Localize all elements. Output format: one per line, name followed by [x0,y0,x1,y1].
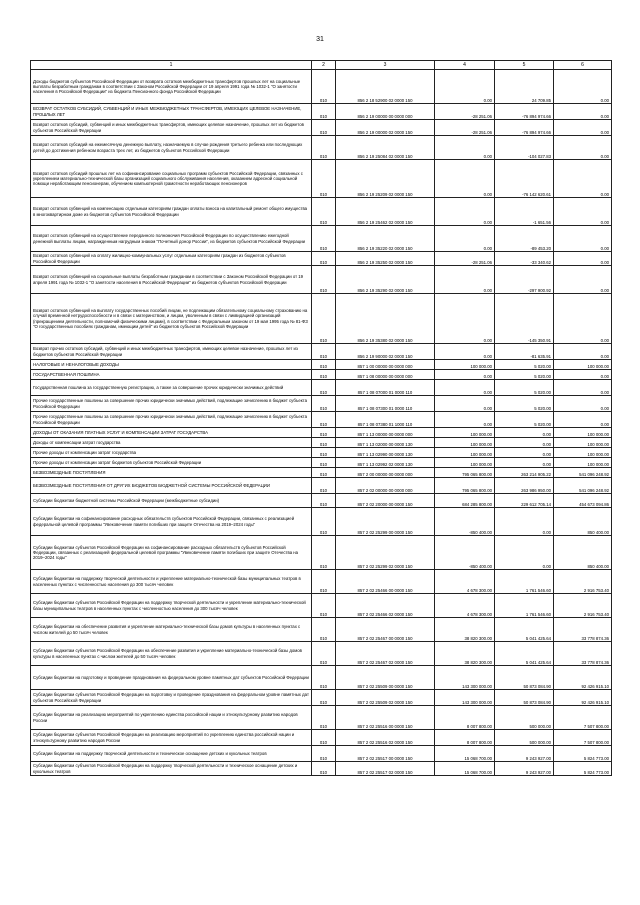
row-value-col6: 454 673 094.86 [554,494,612,508]
row-description: НАЛОГОВЫЕ И НЕНАЛОГОВЫЕ ДОХОДЫ [31,360,312,370]
row-value-col4: 0.00 [435,294,495,344]
row-value-col6: 100 000.00 [554,448,612,458]
row-budget-code: 857 1 13 00000 00 0000 000 [336,428,435,438]
row-line-code: 010 [312,536,336,570]
table-row [31,618,612,642]
row-description: Доходы бюджетов субъектов Российской Федерации от возврата остатков межбюджетных трансфертов прошлых лет на социальные выплаты безработным гражданам в соответствии с Законом Российской Федерации от 19 апреля 1991 года № 1032-1 "О занятости населения в Российской Федерации" из бюджета Пенсионного фонда Российской Федерации [31,70,312,104]
table-header-row [31,61,612,70]
row-budget-code: 857 1 13 02000 00 0000 130 [336,438,435,448]
row-line-code: 010 [312,344,336,360]
table-row [31,508,612,536]
row-budget-code: 857 2 00 00000 00 0000 000 [336,468,435,478]
row-budget-code: 857 1 08 07300 01 0000 110 [336,396,435,412]
row-line-code: 010 [312,412,336,428]
row-line-code: 010 [312,594,336,618]
row-budget-code: 857 2 02 25299 00 0000 150 [336,508,435,536]
row-value-col4: 0.00 [435,344,495,360]
table-row [31,730,612,746]
row-value-col6: 2 916 753.40 [554,570,612,594]
table-row [31,360,612,370]
row-value-col6: 2 916 753.40 [554,594,612,618]
row-value-col6: 92 426 915.10 [554,666,612,690]
table-row [31,198,612,226]
row-value-col4: -850 400.00 [435,536,495,570]
row-description: Субсидии бюджетам на софинансирование расходных обязательств субъектов Российской Федерации, связанных с реализацией федеральной целевой программы "Увековечение памяти погибших при защите Отечества на 2019–2024 годы" [31,508,312,536]
row-line-code: 010 [312,70,336,104]
table-row [31,412,612,428]
row-line-code: 010 [312,706,336,730]
row-value-col4: -28 251.06 [435,252,495,266]
row-description: Возврат остатков субвенций на компенсацию отдельным категориям граждан оплаты взноса на капитальный ремонт общего имущества в многоквартирном доме из бюджетов субъектов Российской Федерации [31,198,312,226]
row-line-code: 010 [312,762,336,776]
row-value-col6: 5 824 773.00 [554,762,612,776]
row-value-col6: 850 400.00 [554,508,612,536]
row-value-col5: 0.00 [495,458,554,468]
row-description: Возврат остатков субсидий прошлых лет на софинансирование социальных программ субъектов Российской Федерации, связанных с укреплением материально-технической базы организаций социального обслуживания населения, оказанием адресной социальной помощи неработающим пенсионерам, обучением компьютерной грамотности неработающих пенсионеров [31,160,312,198]
row-budget-code: 857 2 02 25466 00 0000 150 [336,570,435,594]
row-value-col6: 0.00 [554,226,612,252]
row-line-code: 010 [312,690,336,706]
row-value-col5: 263 986 950.00 [495,478,554,494]
row-budget-code: 856 2 19 35290 02 0000 150 [336,266,435,294]
row-value-col4: 0.00 [435,136,495,160]
row-description: Возврат остатков субсидий на ежемесячную денежную выплату, назначаемую в случае рождения третьего ребенка или последующих детей до достижения ребенком возраста трех лет, из бюджетов субъектов Российской Федерации [31,136,312,160]
row-value-col4: 100 000.00 [435,428,495,438]
table-row [31,294,612,344]
row-line-code: 010 [312,570,336,594]
row-value-col5: -81 635.91 [495,344,554,360]
row-budget-code: 857 2 02 25509 02 0000 150 [336,690,435,706]
table-row [31,594,612,618]
row-budget-code: 857 2 02 25299 02 0000 150 [336,536,435,570]
table-row [31,570,612,594]
table-row [31,120,612,136]
row-description: Субсидии бюджетам на реализацию мероприятий по укреплению единства российской нации и этнокультурному развитию народов России [31,706,312,730]
row-value-col6: 850 400.00 [554,536,612,570]
row-description: Возврат прочих остатков субсидий, субвенций и иных межбюджетных трансфертов, имеющих целевое назначение, прошлых лет из бюджетов субъектов Российской Федерации [31,344,312,360]
table-row [31,448,612,458]
row-value-col6: 100 000.00 [554,438,612,448]
table-row [31,344,612,360]
row-value-col6: 0.00 [554,380,612,396]
row-value-col4: 15 068 700.00 [435,762,495,776]
row-value-col4: 0.00 [435,160,495,198]
row-value-col4: 795 065 800.00 [435,478,495,494]
row-budget-code: 856 2 19 25462 02 0000 150 [336,198,435,226]
row-budget-code: 857 2 02 25517 00 0000 150 [336,746,435,762]
row-value-col6: 0.00 [554,294,612,344]
row-description: Прочие доходы от компенсации затрат бюджетов субъектов Российской Федерации [31,458,312,468]
table-row [31,396,612,412]
row-value-col5: 500 000.00 [495,706,554,730]
row-value-col4: 8 007 800.00 [435,730,495,746]
row-value-col5: 9 243 927.00 [495,762,554,776]
row-value-col4: 0.00 [435,70,495,104]
row-description: Государственная пошлина за государственную регистрацию, а также за совершение прочих юридически значимых действий [31,380,312,396]
row-value-col4: 0.00 [435,396,495,412]
row-value-col4: 100 000.00 [435,438,495,448]
row-value-col4: 0.00 [435,198,495,226]
row-value-col5: 0.00 [495,508,554,536]
row-value-col5: 5 041 425.64 [495,642,554,666]
row-value-col6: 0.00 [554,344,612,360]
row-budget-code: 857 2 02 25467 00 0000 150 [336,618,435,642]
row-line-code: 010 [312,448,336,458]
row-budget-code: 857 2 02 25516 02 0000 150 [336,730,435,746]
table-row [31,252,612,266]
row-description: ДОХОДЫ ОТ ОКАЗАНИЯ ПЛАТНЫХ УСЛУГ И КОМПЕНСАЦИИ ЗАТРАТ ГОСУДАРСТВА [31,428,312,438]
row-value-col4: 100 000.00 [435,360,495,370]
row-description: Возврат остатков субвенций на осуществление переданного полномочия Российской Федерации по осуществлению ежегодной денежной выплаты лицам, награжденным нагрудным знаком "Почетный донор России", из бюджетов субъектов Российской Федерации [31,226,312,252]
table-row [31,468,612,478]
row-line-code: 010 [312,136,336,160]
row-line-code: 010 [312,468,336,478]
row-line-code: 010 [312,294,336,344]
row-value-col5: 0.00 [495,428,554,438]
row-value-col5: 5 020.00 [495,396,554,412]
row-value-col6: 0.00 [554,104,612,120]
row-description: Субсидии бюджетам субъектов Российской Федерации на софинансирование расходных обязательств субъектов Российской Федерации, связанных с реализацией федеральной целевой программы "Увековечение памяти погибших при защите Отечества на 2019–2024 годы" [31,536,312,570]
table-row [31,438,612,448]
row-budget-code: 857 2 02 20000 00 0000 150 [336,494,435,508]
row-budget-code: 857 2 02 25516 00 0000 150 [336,706,435,730]
header-cell: 6 [554,61,612,70]
table-row [31,690,612,706]
row-value-col5: -76 894 974.66 [495,120,554,136]
row-value-col6: 100 000.00 [554,360,612,370]
row-value-col5: 5 020.00 [495,360,554,370]
row-description: ГОСУДАРСТВЕННАЯ ПОШЛИНА [31,370,312,380]
row-value-col5: -297 900.92 [495,266,554,294]
row-value-col6: 92 426 915.10 [554,690,612,706]
row-line-code: 010 [312,428,336,438]
row-value-col6: 0.00 [554,120,612,136]
row-value-col4: 143 300 000.00 [435,666,495,690]
row-value-col6: 7 507 800.00 [554,706,612,730]
row-value-col4: 100 000.00 [435,448,495,458]
row-value-col5: 50 873 084.90 [495,690,554,706]
row-description: Прочие доходы от компенсации затрат государства [31,448,312,458]
row-budget-code: 857 2 02 25509 00 0000 150 [336,666,435,690]
row-budget-code: 856 2 19 00000 02 0000 150 [336,120,435,136]
row-value-col4: 15 068 700.00 [435,746,495,762]
table-row [31,536,612,570]
row-line-code: 010 [312,666,336,690]
row-value-col6: 5 824 773.00 [554,746,612,762]
row-description: Субсидии бюджетам субъектов Российской Федерации на обеспечение развития и укрепление материально-технической базы домов культуры в населенных пунктах с числом жителей до 50 тысяч человек [31,642,312,666]
row-value-col6: 33 778 874.36 [554,618,612,642]
table-row [31,458,612,468]
row-line-code: 010 [312,252,336,266]
row-value-col4: 38 820 300.00 [435,618,495,642]
header-cell: 4 [435,61,495,70]
row-value-col4: 143 300 000.00 [435,690,495,706]
row-value-col4: -28 251.06 [435,120,495,136]
row-value-col5: 229 612 705.14 [495,494,554,508]
row-value-col6: 7 507 800.00 [554,730,612,746]
table-row [31,494,612,508]
row-description: Возврат остатков субсидий, субвенций и иных межбюджетных трансфертов, имеющих целевое назначение, прошлых лет из бюджетов субъектов Российской Федерации [31,120,312,136]
row-value-col4: 0.00 [435,380,495,396]
row-value-col5: -76 142 620.61 [495,160,554,198]
row-value-col5: 0.00 [495,448,554,458]
table-row [31,370,612,380]
row-value-col4: -28 251.06 [435,104,495,120]
row-value-col4: 8 007 800.00 [435,706,495,730]
row-line-code: 010 [312,730,336,746]
row-budget-code: 857 2 02 25467 02 0000 150 [336,642,435,666]
row-description: Возврат остатков субвенций на оплату жилищно-коммунальных услуг отдельным категориям граждан из бюджетов субъектов Российской Федерации [31,252,312,266]
row-line-code: 010 [312,458,336,468]
table-body [31,70,612,776]
header-cell: 1 [31,61,312,70]
row-value-col5: 5 041 425.64 [495,618,554,642]
row-budget-code: 857 1 08 07380 01 1000 110 [336,412,435,428]
row-value-col4: 4 678 300.00 [435,570,495,594]
row-value-col4: 684 285 800.00 [435,494,495,508]
row-line-code: 010 [312,360,336,370]
row-description: Прочие государственные пошлины за совершение прочих юридически значимых действий, подлежащие зачислению в бюджет субъекта Российской Федерации [31,396,312,412]
row-value-col4: 0.00 [435,226,495,252]
row-value-col6: 0.00 [554,70,612,104]
row-value-col5: 500 000.00 [495,730,554,746]
row-description: Доходы от компенсации затрат государства [31,438,312,448]
row-value-col6: 541 096 248.92 [554,468,612,478]
budget-table [30,60,612,776]
row-value-col5: 50 873 084.90 [495,666,554,690]
row-line-code: 010 [312,120,336,136]
row-value-col5: 1 761 546.60 [495,570,554,594]
row-value-col5: 1 761 546.60 [495,594,554,618]
page-number: 31 [316,36,324,43]
row-budget-code: 856 2 19 90000 02 0000 150 [336,344,435,360]
table-row [31,762,612,776]
row-value-col6: 100 000.00 [554,458,612,468]
header-cell: 5 [495,61,554,70]
table-row [31,104,612,120]
row-value-col5: -89 453.20 [495,226,554,252]
row-budget-code: 857 2 02 25466 02 0000 150 [336,594,435,618]
row-budget-code: 856 2 19 35250 02 0000 150 [336,252,435,266]
table-row [31,266,612,294]
row-budget-code: 856 2 19 00000 00 0000 000 [336,104,435,120]
row-value-col5: -33 340.62 [495,252,554,266]
row-budget-code: 857 1 00 00000 00 0000 000 [336,360,435,370]
row-value-col4: 0.00 [435,370,495,380]
table-row [31,746,612,762]
row-description: Субсидии бюджетам бюджетной системы Российской Федерации (межбюджетные субсидии) [31,494,312,508]
row-description: Субсидии бюджетам на поддержку творческой деятельности и укрепление материально-технической базы муниципальных театров в населенных пунктах с численностью населения до 300 тысяч человек [31,570,312,594]
table-row [31,642,612,666]
row-description: Субсидии бюджетам на подготовку и проведение празднования на федеральном уровне памятных дат субъектов Российской Федерации [31,666,312,690]
table-row [31,380,612,396]
row-value-col4: 4 678 300.00 [435,594,495,618]
row-value-col6: 0.00 [554,412,612,428]
row-value-col6: 0.00 [554,266,612,294]
table-row [31,226,612,252]
row-budget-code: 856 2 19 35380 02 0000 150 [336,294,435,344]
row-description: БЕЗВОЗМЕЗДНЫЕ ПОСТУПЛЕНИЯ ОТ ДРУГИХ БЮДЖЕТОВ БЮДЖЕТНОЙ СИСТЕМЫ РОССИЙСКОЙ ФЕДЕРАЦИИ [31,478,312,494]
row-line-code: 010 [312,370,336,380]
row-line-code: 010 [312,104,336,120]
row-value-col5: 0.00 [495,438,554,448]
table-row [31,136,612,160]
row-budget-code: 857 1 13 02990 00 0000 130 [336,448,435,458]
row-description: Субсидии бюджетам субъектов Российской Федерации на реализацию мероприятий по укреплению единства российской нации и этнокультурному развитию народов России [31,730,312,746]
row-value-col5: -76 894 974.66 [495,104,554,120]
row-description: Субсидии бюджетам на поддержку творческой деятельности и техническое оснащение детских и кукольных театров [31,746,312,762]
row-value-col4: 100 000.00 [435,458,495,468]
row-description: Прочие государственные пошлины за совершение прочих юридически значимых действий, подлежащие зачислению в бюджет субъекта Российской Федерации [31,412,312,428]
row-budget-code: 857 1 13 02992 02 0000 130 [336,458,435,468]
row-line-code: 010 [312,746,336,762]
row-value-col6: 0.00 [554,252,612,266]
row-value-col5: 9 243 927.00 [495,746,554,762]
row-value-col6: 100 000.00 [554,428,612,438]
row-description: Возврат остатков субвенций на социальные выплаты безработным гражданам в соответствии с Законом Российской Федерации от 19 апреля 1991 года № 1032-1 "О занятости населения в Российской Федерации" из бюджетов субъектов Российской Федерации [31,266,312,294]
row-budget-code: 857 2 02 25517 02 0000 150 [336,762,435,776]
row-value-col4: -850 400.00 [435,508,495,536]
row-description: Субсидии бюджетам на обеспечение развития и укрепление материально-технической базы домов культуры в населенных пунктах с числом жителей до 50 тысяч человек [31,618,312,642]
row-line-code: 010 [312,494,336,508]
table-row [31,428,612,438]
row-value-col6: 0.00 [554,396,612,412]
row-value-col5: 263 214 905.22 [495,468,554,478]
row-value-col5: 5 020.00 [495,380,554,396]
row-budget-code: 857 1 08 00000 00 0000 000 [336,370,435,380]
row-value-col5: 5 020.00 [495,412,554,428]
row-value-col6: 0.00 [554,198,612,226]
row-line-code: 010 [312,642,336,666]
row-budget-code: 856 2 19 25209 02 0000 150 [336,160,435,198]
row-value-col5: -104 027.83 [495,136,554,160]
row-value-col4: 0.00 [435,266,495,294]
row-budget-code: 856 2 18 52900 02 0000 150 [336,70,435,104]
row-value-col6: 33 778 874.36 [554,642,612,666]
row-line-code: 010 [312,380,336,396]
row-description: ВОЗВРАТ ОСТАТКОВ СУБСИДИЙ, СУБВЕНЦИЙ И ИНЫХ МЕЖБЮДЖЕТНЫХ ТРАНСФЕРТОВ, ИМЕЮЩИХ ЦЕЛЕВОЕ НАЗНАЧЕНИЕ, ПРОШЛЫХ ЛЕТ [31,104,312,120]
row-value-col6: 0.00 [554,370,612,380]
row-line-code: 010 [312,508,336,536]
table-row [31,666,612,690]
row-budget-code: 856 2 19 35220 02 0000 150 [336,226,435,252]
row-value-col5: 5 020.00 [495,370,554,380]
row-line-code: 010 [312,478,336,494]
row-description: Возврат остатков субвенций на выплату государственных пособий лицам, не подлежащим обязательному социальному страхованию на случай временной нетрудоспособности и в связи с материнством, и лицам, уволенным в связи с ликвидацией организаций (прекращением деятельности, полномочий физическими лицами), в соответствии с Федеральным законом от 19 мая 1995 года № 81-ФЗ "О государственных пособиях гражданам, имеющим детей" из бюджетов субъектов Российской Федерации [31,294,312,344]
row-description: Субсидии бюджетам субъектов Российской Федерации на поддержку творческой деятельности и техническое оснащение детских и кукольных театров [31,762,312,776]
table-row [31,478,612,494]
row-line-code: 010 [312,438,336,448]
row-description: БЕЗВОЗМЕЗДНЫЕ ПОСТУПЛЕНИЯ [31,468,312,478]
row-value-col6: 0.00 [554,160,612,198]
table-row [31,706,612,730]
row-value-col5: -145 350.91 [495,294,554,344]
row-value-col6: 541 096 248.92 [554,478,612,494]
row-description: Субсидии бюджетам субъектов Российской Федерации на подготовку и проведение празднования на федеральном уровне памятных дат субъектов Российской Федерации [31,690,312,706]
row-line-code: 010 [312,266,336,294]
row-line-code: 010 [312,160,336,198]
row-budget-code: 857 1 08 07000 01 0000 110 [336,380,435,396]
row-value-col4: 0.00 [435,412,495,428]
row-value-col5: 24 709.85 [495,70,554,104]
row-line-code: 010 [312,618,336,642]
row-budget-code: 857 2 02 00000 00 0000 000 [336,478,435,494]
header-cell: 2 [312,61,336,70]
row-value-col6: 0.00 [554,136,612,160]
row-budget-code: 856 2 19 25084 02 0000 150 [336,136,435,160]
row-value-col5: 0.00 [495,536,554,570]
table-row [31,70,612,104]
row-value-col4: 38 820 300.00 [435,642,495,666]
header-cell: 3 [336,61,435,70]
row-value-col4: 795 065 800.00 [435,468,495,478]
row-description: Субсидии бюджетам субъектов Российской Федерации на поддержку творческой деятельности и укрепление материально-технической базы муниципальных театров в населенных пунктах с численностью населения до 300 тысяч человек [31,594,312,618]
row-line-code: 010 [312,226,336,252]
table-row [31,160,612,198]
row-line-code: 010 [312,198,336,226]
row-value-col5: -1 651.56 [495,198,554,226]
row-line-code: 010 [312,396,336,412]
